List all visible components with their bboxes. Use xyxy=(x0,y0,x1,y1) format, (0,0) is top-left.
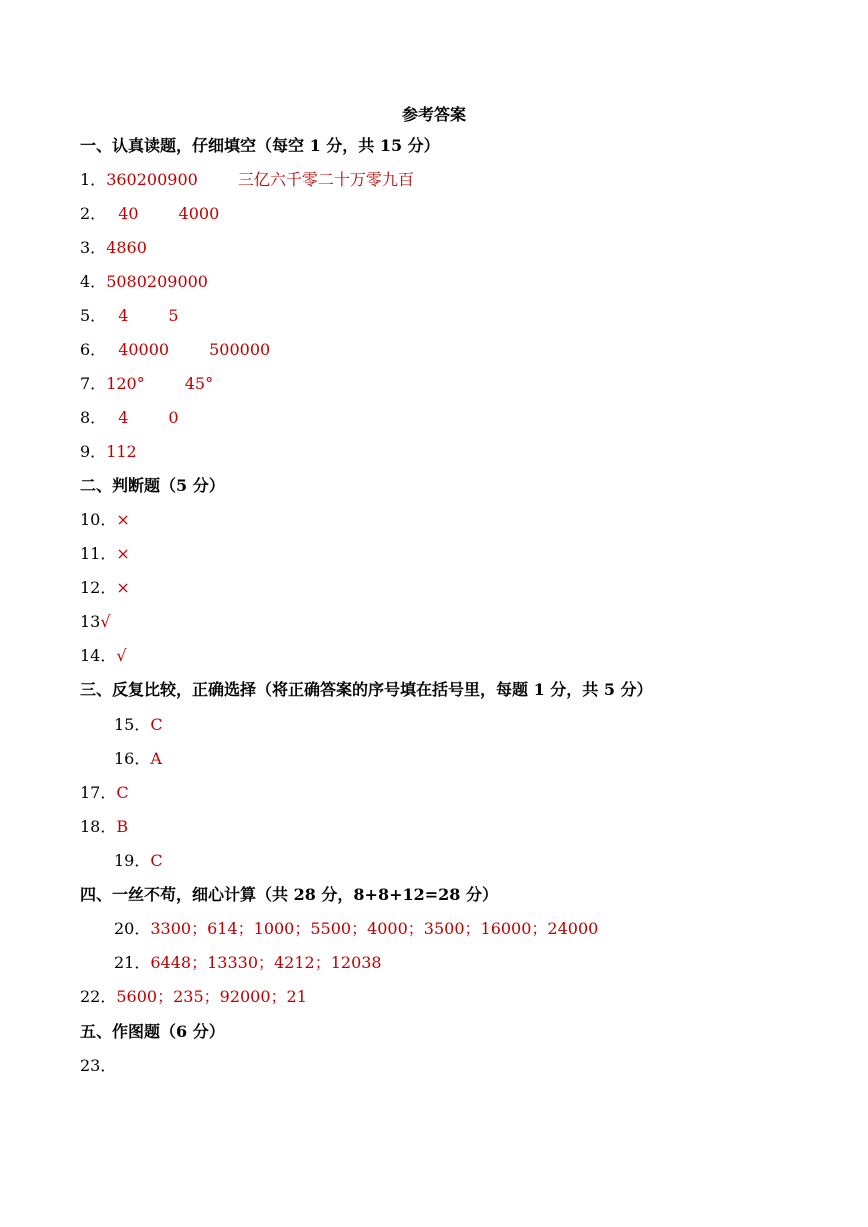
answer-item-20 xyxy=(114,917,598,941)
answer-text: √ xyxy=(100,612,111,631)
answer-text: 0 xyxy=(168,408,179,427)
section-heading-1: 一、认真读题，仔细填空（每空 1 分，共 15 分） xyxy=(80,136,440,155)
item-number: 10． xyxy=(80,510,117,529)
answer-item-3 xyxy=(80,236,147,260)
answer-text: C xyxy=(150,715,163,734)
item-number: 3． xyxy=(80,238,107,257)
item-number: 9． xyxy=(80,442,107,461)
item-number: 1． xyxy=(80,170,107,189)
answer-text: × xyxy=(116,510,130,529)
answer-text: 120° xyxy=(106,374,145,393)
answer-text: 4000 xyxy=(178,204,220,223)
item-number: 17． xyxy=(80,783,117,802)
item-number: 23． xyxy=(80,1056,117,1075)
item-number: 13 xyxy=(80,612,101,631)
section-heading-5: 五、作图题（6 分） xyxy=(80,1022,225,1041)
answer-text: 500000 xyxy=(209,340,271,359)
item-number: 18． xyxy=(80,817,117,836)
answer-text: 4 xyxy=(118,306,129,325)
answer-item-14 xyxy=(80,644,127,668)
page-title: 参考答案 xyxy=(401,105,466,124)
answer-text: 112 xyxy=(106,442,137,461)
item-number: 21． xyxy=(114,953,151,972)
answer-item-6 xyxy=(80,338,270,362)
item-number: 6． xyxy=(80,340,107,359)
answer-text: × xyxy=(116,544,130,563)
section-heading-4: 四、一丝不苟，细心计算（共 28 分，8+8+12=28 分） xyxy=(80,885,498,904)
answer-item-1 xyxy=(80,168,414,192)
section-heading-3: 三、反复比较，正确选择（将正确答案的序号填在括号里，每题 1 分，共 5 分） xyxy=(80,680,653,699)
answer-text: 5600；235；92000；21 xyxy=(116,987,307,1006)
answer-text: 三亿六千零二十万零九百 xyxy=(237,170,414,189)
item-number: 5． xyxy=(80,306,107,325)
item-number: 4． xyxy=(80,272,107,291)
item-number: 2． xyxy=(80,204,107,223)
answer-text: C xyxy=(150,851,163,870)
item-number: 15． xyxy=(114,715,151,734)
answer-text: 40000 xyxy=(118,340,170,359)
item-number: 14． xyxy=(80,646,117,665)
item-number: 12． xyxy=(80,578,117,597)
item-number: 16． xyxy=(114,749,151,768)
answer-item-15 xyxy=(114,713,163,737)
answer-item-2 xyxy=(80,202,219,226)
answer-item-19 xyxy=(114,849,163,873)
answer-item-21 xyxy=(114,951,382,975)
answer-text: 360200900 xyxy=(106,170,198,189)
answer-item-7 xyxy=(80,372,213,396)
item-number: 19． xyxy=(114,851,151,870)
answer-item-4 xyxy=(80,270,208,294)
answer-text: B xyxy=(116,817,129,836)
answer-item-18 xyxy=(80,815,128,839)
answer-text: √ xyxy=(116,646,127,665)
answer-text: 5080209000 xyxy=(106,272,208,291)
answer-item-23 xyxy=(80,1054,116,1078)
item-number: 20． xyxy=(114,919,151,938)
answer-item-11 xyxy=(80,542,130,566)
answer-item-17 xyxy=(80,781,129,805)
answer-item-10 xyxy=(80,508,130,532)
answer-item-13 xyxy=(80,610,111,634)
answer-text: 45° xyxy=(184,374,214,393)
answer-item-12 xyxy=(80,576,130,600)
answer-item-16 xyxy=(114,747,162,771)
answer-text: C xyxy=(116,783,129,802)
answer-item-9 xyxy=(80,440,137,464)
answer-item-5 xyxy=(80,304,179,328)
item-number: 8． xyxy=(80,408,107,427)
answer-text: 6448；13330；4212；12038 xyxy=(150,953,382,972)
answer-text: 40 xyxy=(118,204,139,223)
answer-item-8 xyxy=(80,406,179,430)
answer-text: A xyxy=(150,749,162,768)
item-number: 11． xyxy=(80,544,117,563)
answer-text: 4860 xyxy=(106,238,147,257)
answer-text: 5 xyxy=(168,306,179,325)
answer-item-22 xyxy=(80,985,307,1009)
section-heading-2: 二、判断题（5 分） xyxy=(80,476,225,495)
answer-text: 4 xyxy=(118,408,129,427)
item-number: 22． xyxy=(80,987,117,1006)
answer-text: × xyxy=(116,578,130,597)
item-number: 7． xyxy=(80,374,107,393)
answer-text: 3300；614；1000；5500；4000；3500；16000；24000 xyxy=(150,919,599,938)
